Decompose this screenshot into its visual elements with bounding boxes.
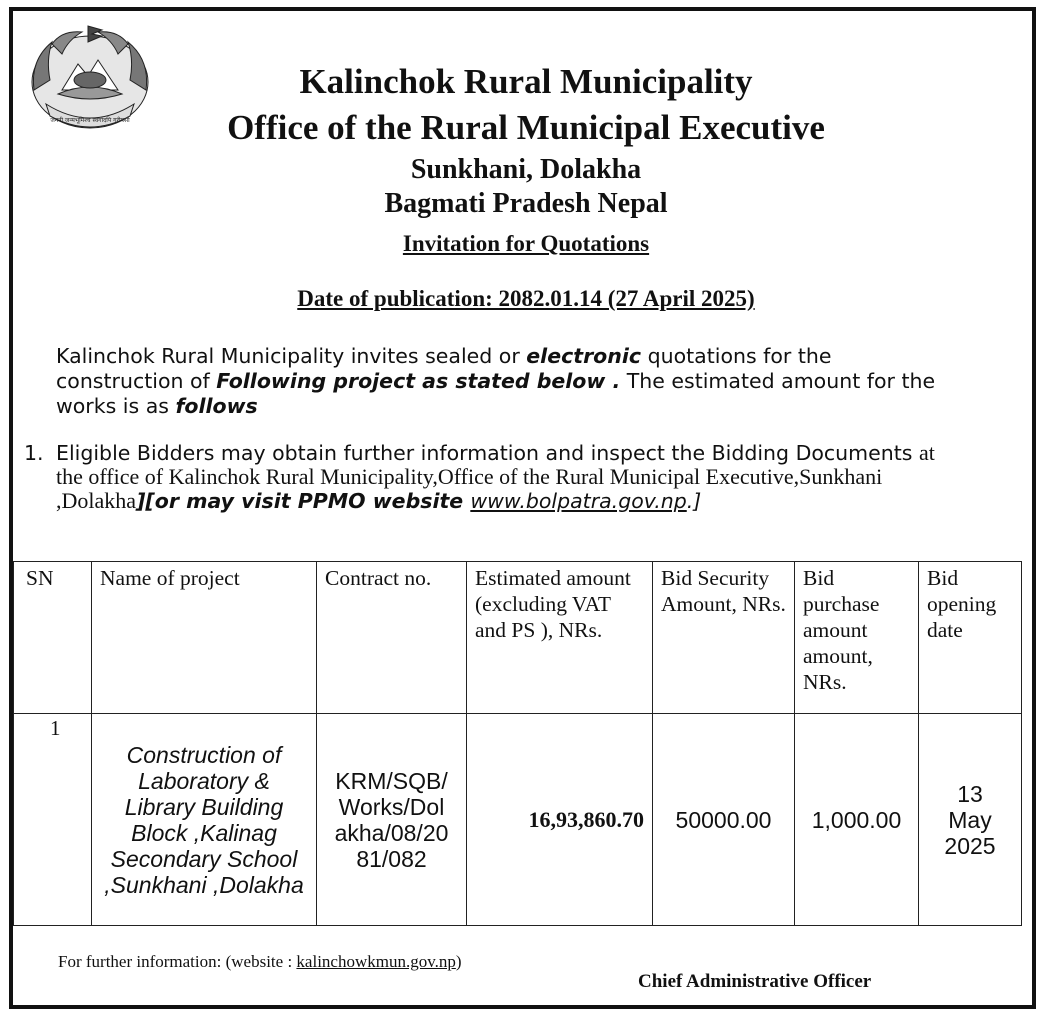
intro-bold-1: electronic: [526, 344, 642, 368]
further-info-end: ): [455, 952, 462, 971]
svg-text:जननी जन्मभूमिश्च स्वर्गादपि गर: जननी जन्मभूमिश्च स्वर्गादपि गरीयसी: [50, 117, 130, 124]
province-name: Bagmati Pradesh Nepal: [384, 188, 668, 219]
clause-text-d: .]: [686, 489, 702, 513]
municipality-website-link[interactable]: kalinchowkmun.gov.np: [296, 952, 456, 971]
ppmo-website-link[interactable]: www.bolpatra.gov.np: [470, 489, 687, 513]
further-info: [58, 952, 462, 972]
intro-paragraph: [56, 344, 956, 419]
intro-text-3: The estimated amount for the works is as: [56, 369, 936, 418]
notice-title: Invitation for Quotations: [402, 231, 650, 256]
row-contract: KRM/SQB/ Works/Dol akha/08/20 81/082: [317, 714, 467, 926]
office-name: Office of the Rural Municipal Executive: [227, 108, 825, 147]
office-location: Sunkhani, Dolakha: [410, 154, 642, 185]
intro-text-1: Kalinchok Rural Municipality invites sealed or: [56, 344, 527, 368]
row-security: 50000.00: [653, 714, 795, 926]
quotation-table: [13, 561, 1022, 926]
row-purchase: 1,000.00: [795, 714, 919, 926]
row-opening: 13 May 2025: [919, 714, 1022, 926]
publication-date: Date of publication: 2082.01.14 (27 April 2025): [297, 286, 755, 311]
header-project: Name of project: [92, 562, 317, 714]
further-info-label: For further information: (website :: [58, 952, 297, 971]
intro-text-2: quotations for the construction of: [56, 344, 832, 393]
clause-text-b: at the office of Kalinchok Rural Municipality,Office of the Rural Municipal Executive,Sunkhani ,Dolakha: [56, 440, 935, 513]
table-header-row: [14, 562, 1022, 714]
clause-text-a: Eligible Bidders may obtain further information and inspect the Bidding Documents: [56, 441, 919, 465]
clause-number: 1.: [24, 441, 44, 465]
header-estimate: Estimated amount (excluding VAT and PS ), NRs.: [467, 562, 653, 714]
row-sn: 1: [14, 714, 92, 926]
intro-bold-2: Following project as stated below .: [216, 369, 621, 393]
row-estimate: 16,93,860.70: [467, 714, 653, 926]
table-row: [14, 714, 1022, 926]
header-sn: SN: [14, 562, 92, 714]
municipality-name: Kalinchok Rural Municipality: [299, 62, 753, 101]
header-purchase: Bid purchase amount amount, NRs.: [795, 562, 919, 714]
row-project: Construction of Laboratory & Library Building Block ,Kalinag Secondary School ,Sunkhani ,Dolakha: [92, 714, 317, 926]
intro-bold-3: follows: [175, 394, 258, 418]
header-opening: Bid opening date: [919, 562, 1022, 714]
header-contract: Contract no.: [317, 562, 467, 714]
signatory-title: Chief Administrative Officer: [638, 971, 872, 992]
clause-text-c: ][or may visit PPMO website: [136, 489, 471, 513]
header-security: Bid Security Amount, NRs.: [653, 562, 795, 714]
clause-text: [56, 441, 956, 513]
